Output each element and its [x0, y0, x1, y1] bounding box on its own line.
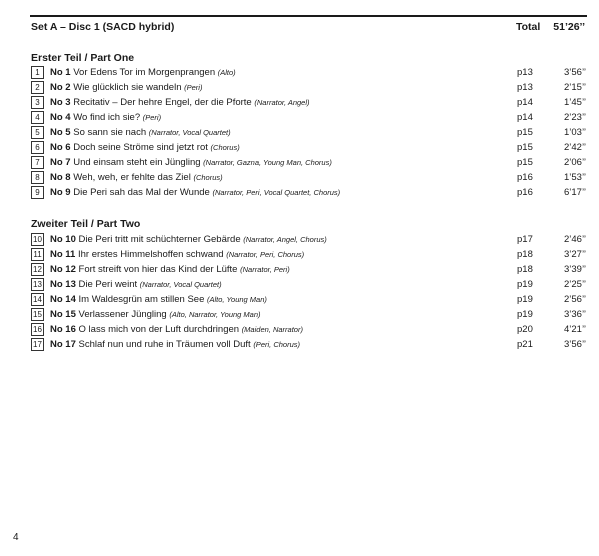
track-title-line — [50, 232, 327, 247]
track-page: p16 — [517, 187, 533, 198]
track-row — [31, 95, 587, 110]
track-number-box: 16 — [31, 323, 44, 336]
track-title-line — [50, 65, 236, 80]
total-label: Total — [516, 21, 541, 33]
track-performers: (Maiden, Narrator) — [241, 325, 303, 334]
track-performers: (Narrator, Peri) — [240, 265, 290, 274]
track-title: Verlassener Jüngling — [78, 309, 167, 320]
track-duration: 2’23’’ — [563, 112, 586, 123]
set-label: Set A – Disc 1 (SACD hybrid) — [31, 21, 175, 33]
track-no: No 7 — [50, 157, 71, 168]
track-no: No 2 — [50, 82, 71, 93]
track-no: No 5 — [50, 127, 71, 138]
track-row — [31, 262, 587, 277]
track-row — [31, 125, 587, 140]
track-title-line — [50, 262, 290, 277]
track-duration: 2’42’’ — [563, 142, 586, 153]
track-performers: (Narrator, Angel) — [254, 98, 310, 107]
track-duration: 2’56’’ — [563, 294, 586, 305]
track-title: So sann sie nach — [73, 127, 147, 138]
track-number-box: 2 — [31, 81, 44, 94]
page-number: 4 — [13, 532, 19, 543]
track-title: Weh, weh, er fehlte das Ziel — [73, 172, 191, 183]
track-performers: (Narrator, Peri, Vocal Quartet, Chorus) — [212, 188, 341, 197]
track-number-box: 8 — [31, 171, 44, 184]
track-duration: 4’21’’ — [563, 324, 586, 335]
track-title: O lass mich von der Luft durchdringen — [78, 324, 240, 335]
track-row — [31, 307, 587, 322]
track-performers: (Chorus) — [193, 173, 223, 182]
track-row — [31, 232, 587, 247]
track-performers: (Peri) — [184, 83, 203, 92]
track-title-line — [50, 292, 267, 307]
track-title: Die Peri tritt mit schüchterner Gebärde — [78, 234, 241, 245]
track-duration: 1’53’’ — [563, 172, 586, 183]
total-time: 51’26’’ — [553, 21, 585, 33]
track-number-box: 3 — [31, 96, 44, 109]
track-performers: (Alto, Narrator, Young Man) — [169, 310, 261, 319]
track-duration: 3’27’’ — [563, 249, 586, 260]
track-page: p20 — [517, 324, 533, 335]
track-duration: 3’56’’ — [563, 67, 586, 78]
track-no: No 4 — [50, 112, 71, 123]
track-page: p13 — [517, 67, 533, 78]
track-number-box: 7 — [31, 156, 44, 169]
track-page: p14 — [517, 97, 533, 108]
track-page: p18 — [517, 249, 533, 260]
track-performers: (Narrator, Vocal Quartet) — [139, 280, 222, 289]
track-row — [31, 155, 587, 170]
track-duration: 2’25’’ — [563, 279, 586, 290]
track-duration: 2’46’’ — [563, 234, 586, 245]
track-no: No 1 — [50, 67, 71, 78]
track-title: Ihr erstes Himmelshoffen schwand — [78, 249, 224, 260]
track-duration: 3’39’’ — [563, 264, 586, 275]
track-title: Vor Edens Tor im Morgenprangen — [73, 67, 216, 78]
track-title-line — [50, 247, 304, 262]
track-no: No 6 — [50, 142, 71, 153]
track-title-line — [50, 140, 240, 155]
track-duration: 1’45’’ — [563, 97, 586, 108]
track-page: p17 — [517, 234, 533, 245]
track-no: No 12 — [50, 264, 76, 275]
track-title-line — [50, 337, 300, 352]
track-performers: (Peri) — [142, 113, 162, 122]
track-title: Wie glücklich sie wandeln — [73, 82, 182, 93]
track-title-line — [50, 170, 223, 185]
track-row — [31, 292, 587, 307]
track-no: No 13 — [50, 279, 76, 290]
track-title: Schlaf nun und ruhe in Träumen voll Duft — [78, 339, 251, 350]
track-performers: (Narrator, Peri, Chorus) — [226, 250, 305, 259]
track-title-line — [50, 185, 340, 200]
track-page: p19 — [517, 279, 533, 290]
track-performers: (Alto) — [217, 68, 236, 77]
track-title-line — [50, 125, 231, 140]
track-title: Und einsam steht ein Jüngling — [73, 157, 201, 168]
track-number-box: 6 — [31, 141, 44, 154]
track-page: p14 — [517, 112, 533, 123]
track-title: Die Peri weint — [78, 279, 138, 290]
track-row — [31, 140, 587, 155]
track-row — [31, 185, 587, 200]
track-number-box: 14 — [31, 293, 44, 306]
track-title: Recitativ – Der hehre Engel, der die Pforte — [73, 97, 252, 108]
track-title: Fort streift von hier das Kind der Lüfte — [78, 264, 238, 275]
top-rule — [30, 15, 587, 17]
track-performers: (Chorus) — [210, 143, 240, 152]
part-one-title: Erster Teil / Part One — [31, 52, 135, 64]
part-one-tracklist — [31, 65, 587, 200]
track-title: Im Waldesgrün am stillen See — [78, 294, 205, 305]
track-title-line — [50, 307, 261, 322]
track-row — [31, 322, 587, 337]
track-number-box: 11 — [31, 248, 44, 261]
track-duration: 2’06’’ — [563, 157, 586, 168]
track-performers: (Alto, Young Man) — [207, 295, 267, 304]
track-duration: 3’36’’ — [563, 309, 586, 320]
track-row — [31, 80, 587, 95]
track-number-box: 1 — [31, 66, 44, 79]
track-page: p15 — [517, 127, 533, 138]
track-duration: 3’56’’ — [563, 339, 586, 350]
track-row — [31, 170, 587, 185]
track-no: No 10 — [50, 234, 76, 245]
track-title-line — [50, 80, 202, 95]
track-duration: 1’03’’ — [563, 127, 586, 138]
track-no: No 11 — [50, 249, 76, 260]
track-no: No 17 — [50, 339, 76, 350]
track-number-box: 13 — [31, 278, 44, 291]
track-number-box: 10 — [31, 233, 44, 246]
track-row — [31, 65, 587, 80]
part-two-title: Zweiter Teil / Part Two — [31, 218, 141, 230]
track-title: Wo find ich sie? — [73, 112, 141, 123]
track-no: No 15 — [50, 309, 76, 320]
track-performers: (Peri, Chorus) — [253, 340, 300, 349]
track-title-line — [50, 322, 303, 337]
track-duration: 6’17’’ — [563, 187, 586, 198]
track-number-box: 15 — [31, 308, 44, 321]
track-performers: (Narrator, Vocal Quartet) — [148, 128, 231, 137]
track-row — [31, 337, 587, 352]
track-title-line — [50, 155, 332, 170]
track-no: No 3 — [50, 97, 71, 108]
track-title: Doch seine Ströme sind jetzt rot — [73, 142, 208, 153]
track-page: p21 — [517, 339, 533, 350]
track-title-line — [50, 110, 161, 125]
track-performers: (Narrator, Angel, Chorus) — [243, 235, 327, 244]
track-page: p15 — [517, 142, 533, 153]
track-page: p19 — [517, 294, 533, 305]
track-title-line — [50, 277, 222, 292]
track-page: p16 — [517, 172, 533, 183]
part-two-tracklist — [31, 232, 587, 352]
track-title-line — [50, 95, 310, 110]
track-no: No 14 — [50, 294, 76, 305]
track-no: No 8 — [50, 172, 71, 183]
track-page: p19 — [517, 309, 533, 320]
track-no: No 16 — [50, 324, 76, 335]
track-number-box: 17 — [31, 338, 44, 351]
disc-header — [30, 21, 587, 37]
track-page: p15 — [517, 157, 533, 168]
track-title: Die Peri sah das Mal der Wunde — [73, 187, 210, 198]
track-row — [31, 110, 587, 125]
track-page: p18 — [517, 264, 533, 275]
track-number-box: 5 — [31, 126, 44, 139]
track-performers: (Narrator, Gazna, Young Man, Chorus) — [203, 158, 332, 167]
track-row — [31, 247, 587, 262]
track-page: p13 — [517, 82, 533, 93]
track-number-box: 12 — [31, 263, 44, 276]
track-number-box: 4 — [31, 111, 44, 124]
track-number-box: 9 — [31, 186, 44, 199]
track-no: No 9 — [50, 187, 71, 198]
track-row — [31, 277, 587, 292]
track-duration: 2’15’’ — [563, 82, 586, 93]
